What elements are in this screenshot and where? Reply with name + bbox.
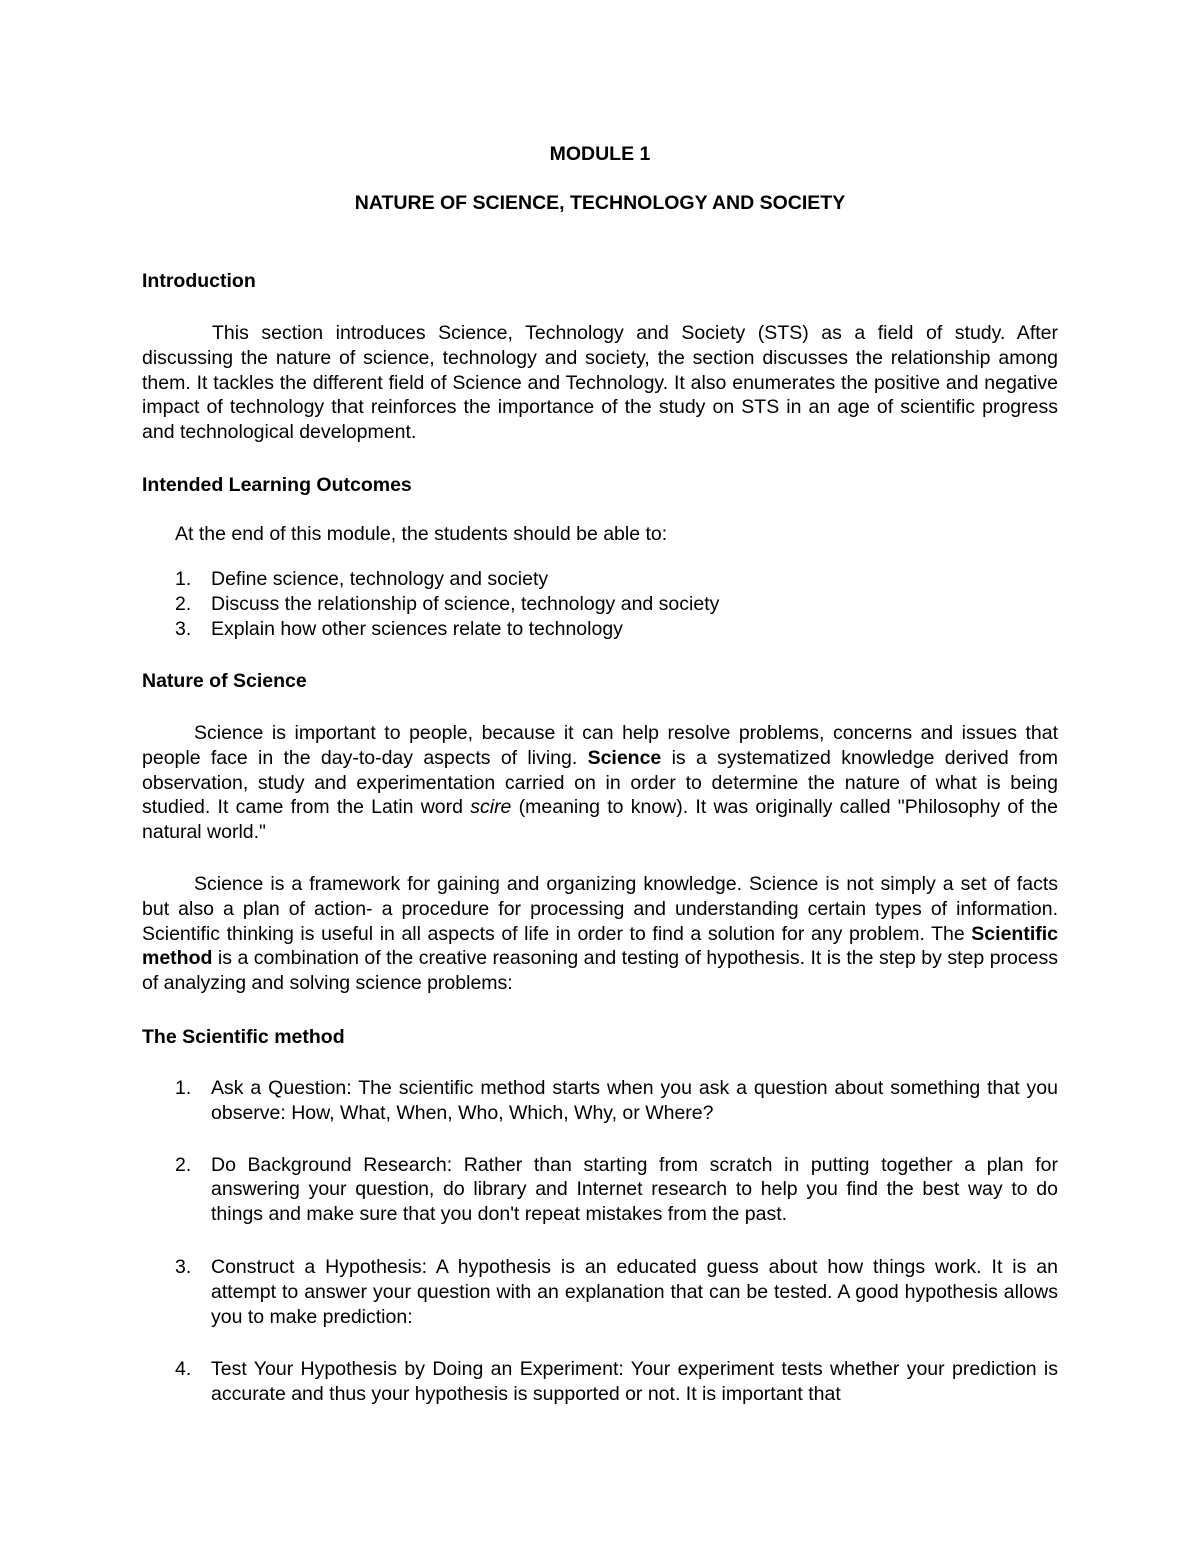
outcomes-list — [142, 567, 1058, 641]
outcomes-heading: Intended Learning Outcomes — [142, 474, 412, 496]
list-item: 3. Construct a Hypothesis: A hypothesis is an educated guess about how things work. It is an attempt to answer your question with an explanation that can be tested. A good hypothesis allows you to make prediction: — [175, 1255, 1058, 1328]
list-item: 4. Test Your Hypothesis by Doing an Experiment: Your experiment tests whether your prediction is accurate and thus your hypothesis is supported or not. It is important that — [175, 1358, 1058, 1406]
nature-paragraph-1: Science is important to people, because it can help resolve problems, concerns and issues that people face in the day-to-day aspects of living. Science is a systematized knowledge derived from observation, study and experimentation carried on in order to determine the nature of what is being studied. It came from the Latin word scire (meaning to know). It was originally called "Philosophy of the natural world." — [142, 722, 1058, 844]
introduction-heading: Introduction — [142, 270, 256, 292]
nature-paragraph-2: Science is a framework for gaining and organizing knowledge. Science is not simply a set of facts but also a plan of action- a procedure for processing and understanding certain types of information. Scientific thinking is useful in all aspects of life in order to find a solution for any problem. The Scientific method is a combination of the creative reasoning and testing of hypothesis. It is the step by step process of analyzing and solving science problems: — [142, 873, 1058, 995]
outcomes-lead: At the end of this module, the students should be able to: — [175, 523, 668, 545]
method-heading: The Scientific method — [142, 1026, 345, 1048]
introduction-paragraph: This section introduces Science, Technology and Society (STS) as a field of study. After discussing the nature of science, technology and society, the section discusses the relationship among them. It tackles the different field of Science and Technology. It also enumerates the positive and negative impact of technology that reinforces the importance of the study on STS in an age of scientific progress and technological development. — [142, 322, 1058, 444]
module-subtitle: NATURE OF SCIENCE, TECHNOLOGY AND SOCIETY — [354, 192, 846, 214]
list-item: 1. Define science, technology and society — [175, 568, 549, 590]
list-item: 1. Ask a Question: The scientific method starts when you ask a question about something that you observe: How, What, When, Who, Which, Why, or Where? — [175, 1077, 1058, 1124]
list-item: 3. Explain how other sciences relate to technology — [175, 617, 623, 640]
method-list — [142, 1076, 1058, 1407]
list-item: 2. Do Background Research: Rather than starting from scratch in putting together a plan for answering your question, do library and Internet research to help you find the best way to do things and make sure that you don't repeat mistakes from the past. — [175, 1153, 1058, 1226]
list-item: 2. Discuss the relationship of science, technology and society — [175, 592, 720, 615]
module-title: MODULE 1 — [549, 143, 651, 165]
nature-heading: Nature of Science — [142, 670, 307, 692]
